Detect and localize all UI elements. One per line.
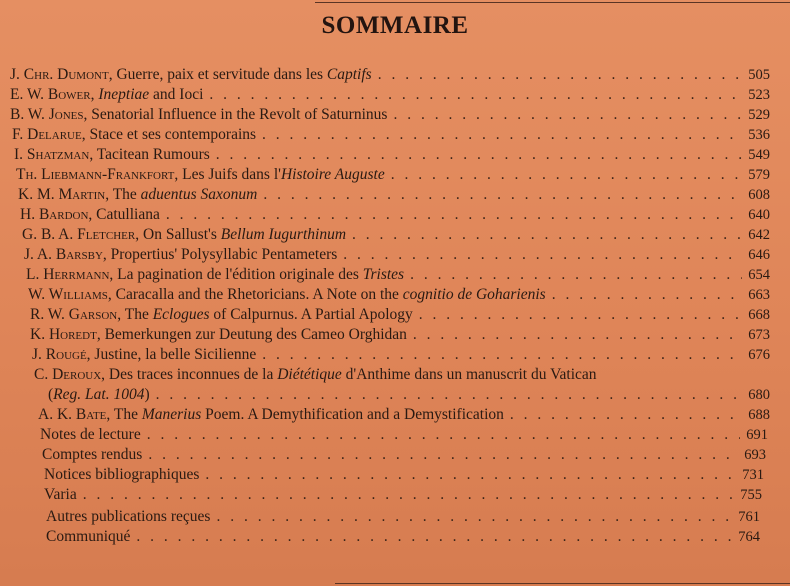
toc-entry-title [32,346,256,364]
leader-dots [263,186,742,204]
leader-dots [343,246,742,264]
leader-dots [262,126,742,144]
toc-page-number: 764 [738,529,760,545]
toc-title-text: Poem. A Demythification and a Demystification [201,406,504,423]
toc-title-text: ) [144,386,150,403]
toc-page-number: 691 [746,427,768,443]
toc-entry [20,206,770,224]
toc-author: K. M. Martin [18,186,106,203]
toc-entry-title [22,226,346,244]
toc-title-italic: Manerius [141,406,202,423]
toc-page-number: 608 [748,187,770,203]
toc-entry-title [40,426,141,444]
toc-author: J. Chr. Dumont [10,66,109,83]
toc-page-number: 680 [748,387,770,403]
toc-title-text: , Des traces inconnues de la [101,366,278,383]
toc-title-text: , Justine, la belle Sicilienne [86,346,257,363]
toc-entry [10,106,770,124]
toc-page-number: 668 [748,307,770,323]
leader-dots [410,266,742,284]
toc-page-number: 549 [748,147,770,163]
toc-entry [44,486,762,504]
toc-entry [46,508,760,526]
toc-title-italic: Histoire Auguste [280,166,385,183]
leader-dots [510,406,742,424]
page-title: SOMMAIRE [321,12,469,39]
leader-dots [216,146,742,164]
toc-title-text: Notices bibliographiques [44,466,200,483]
toc-title-text: ( [48,386,54,403]
leader-dots [378,66,743,84]
leader-dots [393,106,742,124]
leader-dots [413,326,742,344]
toc-title-text: , La pagination de l'édition originale des [109,266,363,283]
leader-dots [205,466,736,484]
toc-page-number: 654 [748,267,770,283]
toc-entry [32,346,770,364]
toc-author: J. Rougé [32,346,87,363]
toc-entry [34,366,770,384]
toc-title-text: and Ioci [149,86,204,103]
toc-page-number: 688 [748,407,770,423]
toc-title-text: Comptes rendus [42,446,143,463]
toc-title-text: Communiqué [46,528,131,545]
toc-author: G. B. A. Fletcher [22,226,136,243]
toc-title-text: , On Sallust's [135,226,221,243]
toc-title-italic: aduentus Saxonum [140,186,258,203]
toc-title-italic: Bellum Iugurthinum [220,226,347,243]
toc-entry-title [10,86,203,104]
toc-title-text: , Catulliana [88,206,160,223]
toc-entry-title [24,246,337,264]
toc-author: C. Deroux [34,366,102,383]
toc-title-text: , Guerre, paix et servitude dans les [108,66,327,83]
toc-author: W. Williams [28,286,108,303]
toc-author: F. Delarue [12,126,82,143]
toc-entry [24,246,770,264]
toc-title-text: d'Anthime dans un manuscrit du Vatican [341,366,597,383]
toc-entry-title [48,386,150,404]
toc-title-text: Varia [44,486,77,503]
toc-author: H. Bardon [20,206,89,223]
toc-page-number: 505 [748,67,770,83]
toc-title-text: , Caracalla and the Rhetoricians. A Note on the [107,286,403,303]
leader-dots [419,306,743,324]
toc-title-text: , Senatorial Influence in the Revolt of Saturninus [83,106,388,123]
toc-page-number: 755 [740,487,762,503]
toc-author: L. Herrmann [26,266,110,283]
top-rule [315,2,790,3]
toc-title-text: , Stace et ses contemporains [81,126,257,143]
toc-title-text: , Propertius' Polysyllabic Pentameters [102,246,338,263]
toc-title-text: , The [105,186,141,203]
toc-author: I. Shatzman [14,146,90,163]
toc-title-text: , Tacitean Rumours [89,146,210,163]
toc-entry-title [18,186,257,204]
toc-entry-title [30,326,407,344]
leader-dots [148,446,738,464]
leader-dots [156,386,743,404]
toc-entry-title [30,306,413,324]
toc-entry [18,186,770,204]
toc-entry [44,466,764,484]
toc-title-italic: Eclogues [152,306,210,323]
toc-author: K. Horedt [30,326,97,343]
toc-title-text: of Calpurnus. A Partial Apology [209,306,413,323]
toc-entry [10,66,770,84]
toc-title-text: Notes de lecture [40,426,141,443]
toc-title-italic: Diététique [277,366,342,383]
toc-entry-title [46,508,210,526]
toc-entry-title [12,126,256,144]
toc-entry [30,306,770,324]
leader-dots [83,486,735,504]
toc-title-italic: Captifs [326,66,372,83]
leader-dots [552,286,743,304]
toc-entry [48,386,770,404]
toc-title-text: Autres publications reçues [46,508,211,525]
leader-dots [391,166,743,184]
leader-dots [352,226,742,244]
toc-title-italic: Reg. Lat. 1004 [53,386,145,403]
toc-entry-title [34,366,597,384]
toc-entry-title [42,446,142,464]
toc-page-number: 673 [748,327,770,343]
leader-dots [209,86,742,104]
toc-entry-title [28,286,546,304]
toc-entry-title [26,266,404,284]
toc-title-text: , Bemerkungen zur Deutung des Cameo Orghidan [96,326,407,343]
toc-entry [26,266,770,284]
toc-entry [16,166,770,184]
toc-author: Th. Liebmann-Frankfort [16,166,175,183]
toc-entry [10,86,770,104]
toc-entry-title [20,206,160,224]
toc-page-number: 676 [748,347,770,363]
toc-entry [46,528,760,546]
toc-entry [14,146,770,164]
toc-author: B. W. Jones [10,106,84,123]
toc-entry-title [10,66,372,84]
toc-page-number: 663 [748,287,770,303]
toc-page-number: 642 [748,227,770,243]
toc-title-italic: Ineptiae [98,86,150,103]
toc-author: J. A. Barsby [24,246,103,263]
bottom-rule [335,583,790,584]
toc-entry-title [14,146,210,164]
toc-page-number: 646 [748,247,770,263]
toc-page-number: 536 [748,127,770,143]
toc-entry-title [46,528,130,546]
toc-page-number: 529 [748,107,770,123]
toc-title-text: , [90,86,99,103]
toc-entry [28,286,770,304]
toc-entry [38,406,770,424]
toc-page-number: 640 [748,207,770,223]
toc-author: E. W. Bower [10,86,91,103]
toc-entry-title [44,486,77,504]
toc-entry-title [38,406,504,424]
toc-entry [12,126,770,144]
toc-title-text: , Les Juifs dans l' [174,166,281,183]
toc-page-number: 761 [738,509,760,525]
toc-entry-title [10,106,387,124]
toc-entry-title [44,466,199,484]
leader-dots [136,528,732,546]
toc-page-number: 731 [742,467,764,483]
toc-title-text: , The [106,406,142,423]
toc-entry [30,326,770,344]
toc-entry [22,226,770,244]
toc-entry [40,426,768,444]
toc-page-number: 579 [748,167,770,183]
toc-title-text: , The [117,306,153,323]
leader-dots [147,426,741,444]
toc-page-number: 693 [744,447,766,463]
toc-title-italic: cognitio de Goharienis [402,286,546,303]
leader-dots [216,508,732,526]
toc-author: A. K. Bate [38,406,107,423]
toc-author: R. W. Garson [30,306,118,323]
leader-dots [166,206,742,224]
toc-entry [42,446,766,464]
toc-title-italic: Tristes [362,266,405,283]
leader-dots [262,346,742,364]
toc-page-number: 523 [748,87,770,103]
toc-entry-title [16,166,385,184]
